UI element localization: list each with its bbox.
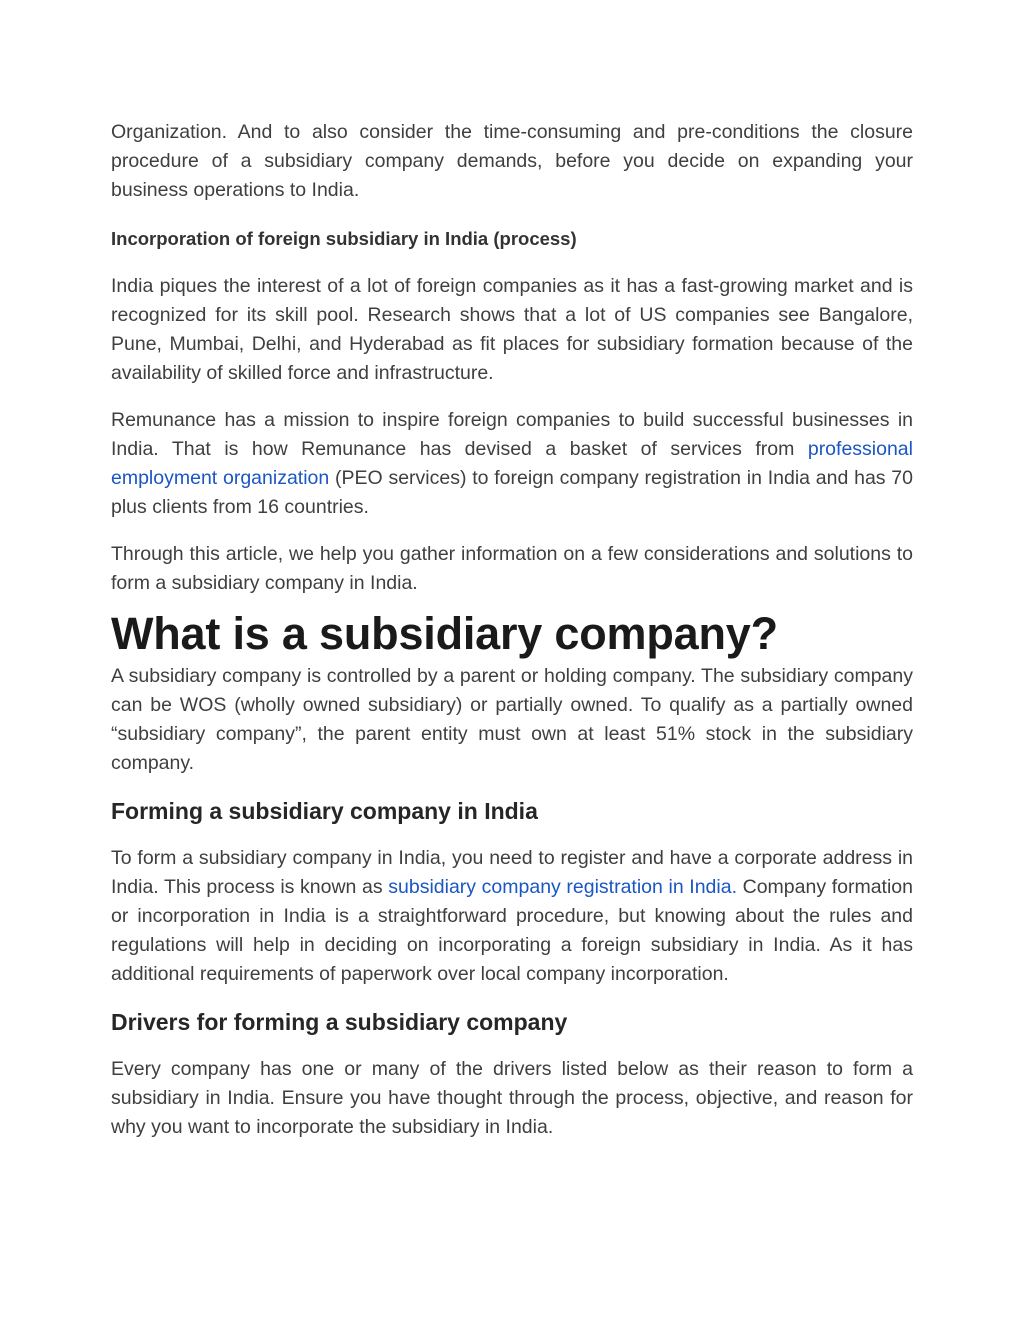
drivers-paragraph: Every company has one or many of the drivers listed below as their reason to form a subsidiary in India. Ensure you have thought through the process, objective, and reason for why you want to incorporate the subsidiary in India.	[111, 1058, 913, 1138]
drivers-heading: Drivers for forming a subsidiary company	[111, 1009, 568, 1035]
what-is-heading: What is a subsidiary company?	[111, 608, 778, 659]
incorporation-paragraph-2-text-b: (PEO services) to foreign company registration in India and has 70 plus clients from 16 countries.	[111, 467, 913, 518]
intro-paragraph: Organization. And to also consider the time-consuming and pre-conditions the closure procedure of a subsidiary company demands, before you decide on expanding your business operations to India.	[111, 121, 913, 201]
incorporation-heading: Incorporation of foreign subsidiary in India (process)	[111, 228, 577, 249]
peo-link[interactable]: professional employment organization	[111, 438, 913, 489]
forming-paragraph-text-b: Company formation or incorporation in India is a straightforward procedure, but knowing about the rules and regulations will help in deciding on incorporating a foreign subsidiary in India. As it has additional requirements of paperwork over local company incorporation.	[111, 876, 913, 985]
forming-paragraph-text-a: To form a subsidiary company in India, you need to register and have a corporate address in India. This process is known as	[111, 847, 913, 898]
document-page	[111, 118, 913, 1142]
forming-paragraph	[111, 844, 913, 989]
incorporation-paragraph-1: India piques the interest of a lot of foreign companies as it has a fast-growing market and is recognized for its skill pool. Research shows that a lot of US companies see Bangalore, Pune, Mumbai, Delhi, and Hyderabad as fit places for subsidiary formation because of the availability of skilled force and infrastructure.	[111, 275, 913, 384]
subsidiary-registration-link[interactable]: subsidiary company registration in India.	[388, 876, 737, 898]
incorporation-paragraph-2-text-a: Remunance has a mission to inspire foreign companies to build successful businesses in India. That is how Remunance has devised a basket of services from	[111, 409, 913, 460]
incorporation-paragraph-2	[111, 406, 913, 522]
forming-heading: Forming a subsidiary company in India	[111, 798, 538, 824]
incorporation-paragraph-3: Through this article, we help you gather information on a few considerations and solutions to form a subsidiary company in India.	[111, 543, 913, 594]
what-is-paragraph: A subsidiary company is controlled by a parent or holding company. The subsidiary company can be WOS (wholly owned subsidiary) or partially owned. To qualify as a partially owned “subsidiary company”, the parent entity must own at least 51% stock in the subsidiary company.	[111, 665, 913, 774]
